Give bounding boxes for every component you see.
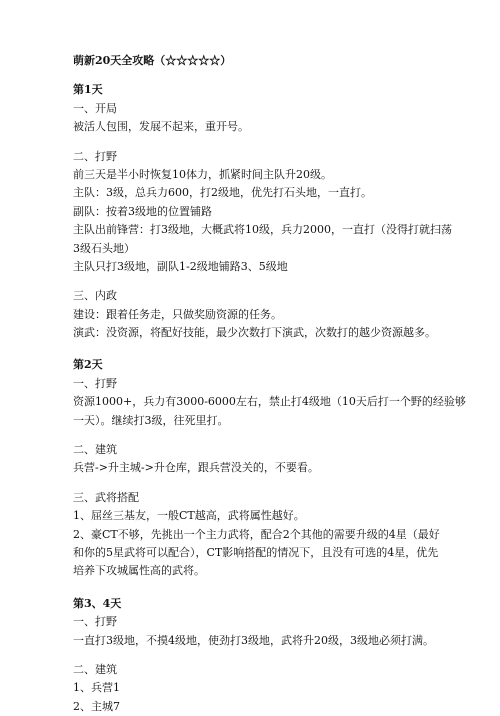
day34-section2-line: 2、主城7 [73,699,120,713]
day2-section3-line: 2、豪CT不够，先挑出一个主力武将，配合2个其他的需要升级的4星（最好 [73,527,440,541]
day2-section2-line: 兵营->升主城->升仓库，跟兵营没关的，不要看。 [73,461,319,475]
day34-section1-line: 一直打3级地，不摸4级地，使劲打3级地，武将升20级，3级地必须打满。 [73,633,434,647]
day34-section1-title: 一、打野 [73,615,117,629]
day1-section2-line: 主队出前锋营：打3级地，大概武将10级，兵力2000，一直打（没得打就扫荡 [73,223,452,237]
day1-section2-line: 3级石头地） [73,241,135,255]
day2-heading: 第2天 [73,358,103,372]
day1-section2-line: 主队：3级，总兵力600，打2级地，优先打石头地，一直打。 [73,186,372,200]
day1-section3-line: 演武：没资源，将配好技能，最少次数打下演武，次数打的越少资源越多。 [73,326,436,340]
day1-section2-line: 前三天是半小时恢复10体力，抓紧时间主队升20级。 [73,167,332,181]
day2-section3-title: 三、武将搭配 [73,490,139,504]
day1-section2-line: 副队：按着3级地的位置铺路 [73,204,212,218]
day1-heading: 第1天 [73,83,103,97]
day2-section3-line: 培养下攻城属性高的武将。 [73,564,205,578]
day1-section1-text: 被活人包围，发展不起来，重开号。 [73,120,249,134]
document-title: 萌新20天全攻略（☆☆☆☆☆） [73,54,232,67]
document-body [73,52,466,716]
day2-section1-title: 一、打野 [73,376,117,390]
day1-section2-line: 主队只打3级地，副队1-2级地铺路3、5级地 [73,259,288,273]
day1-section3-line: 建设：跟着任务走，只做奖励资源的任务。 [73,307,282,321]
day1-section2-title: 二、打野 [73,149,117,163]
day1-section3-title: 三、内政 [73,289,117,303]
day2-section3-line: 1、屈丝三基友，一般CT越高，武将属性越好。 [73,509,305,523]
day2-section1-line: 一天）。继续打3级，往死里打。 [73,413,229,427]
day2-section2-title: 二、建筑 [73,443,117,457]
day2-section3-line: 和你的5星武将可以配合），CT影响搭配的情况下，且没有可选的4星，优先 [73,545,439,559]
day34-section2-title: 二、建筑 [73,662,117,676]
day34-section2-line: 1、兵营1 [73,681,120,695]
day34-heading: 第3、4天 [73,596,122,610]
day1-section1-title: 一、开局 [73,101,117,115]
day2-section1-line: 资源1000+，兵力有3000-6000左右，禁止打4级地（10天后打一个野的经验够 [73,395,466,409]
